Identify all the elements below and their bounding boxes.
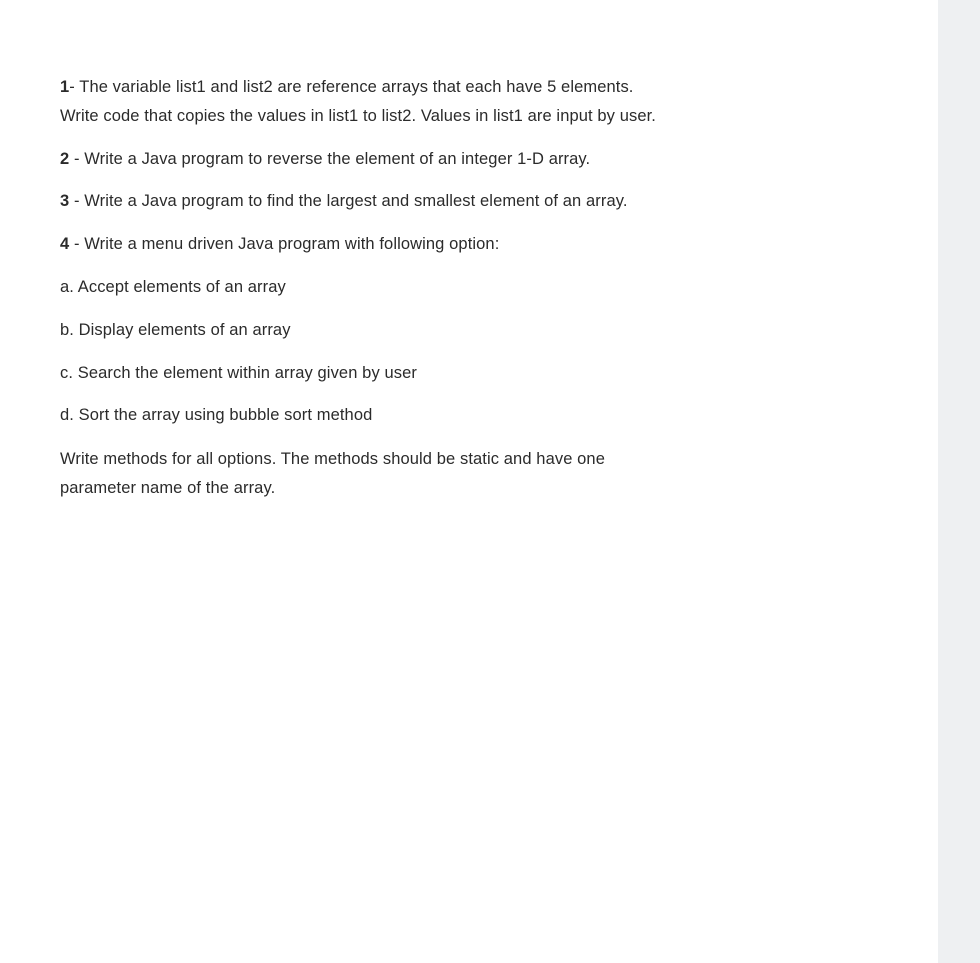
- question-3-text: - Write a Java program to find the largest and smallest element of an array.: [69, 192, 628, 210]
- question-1-text: - The variable list1 and list2 are reference arrays that each have 5 elements.: [69, 78, 634, 96]
- question-2-text: - Write a Java program to reverse the element of an integer 1-D array.: [69, 150, 591, 168]
- question-4-text: - Write a menu driven Java program with following option:: [69, 235, 500, 253]
- question-2-number: 2: [60, 150, 70, 168]
- option-c: c. Search the element within array given by user: [60, 364, 417, 382]
- side-panel: [938, 0, 980, 963]
- question-1-line-1: [60, 77, 634, 97]
- option-a: a. Accept elements of an array: [60, 278, 286, 296]
- question-1-number: 1: [60, 78, 70, 96]
- question-2: [60, 149, 590, 169]
- question-4-number: 4: [60, 235, 70, 253]
- option-d: d. Sort the array using bubble sort method: [60, 406, 373, 424]
- question-3: [60, 191, 628, 211]
- closing-line-2: parameter name of the array.: [60, 479, 276, 497]
- question-3-number: 3: [60, 192, 70, 210]
- closing-line-1: Write methods for all options. The methods should be static and have one: [60, 450, 605, 468]
- option-b: b. Display elements of an array: [60, 321, 291, 339]
- question-1-line-2: Write code that copies the values in list1 to list2. Values in list1 are input by user.: [60, 107, 656, 125]
- question-4: [60, 234, 499, 254]
